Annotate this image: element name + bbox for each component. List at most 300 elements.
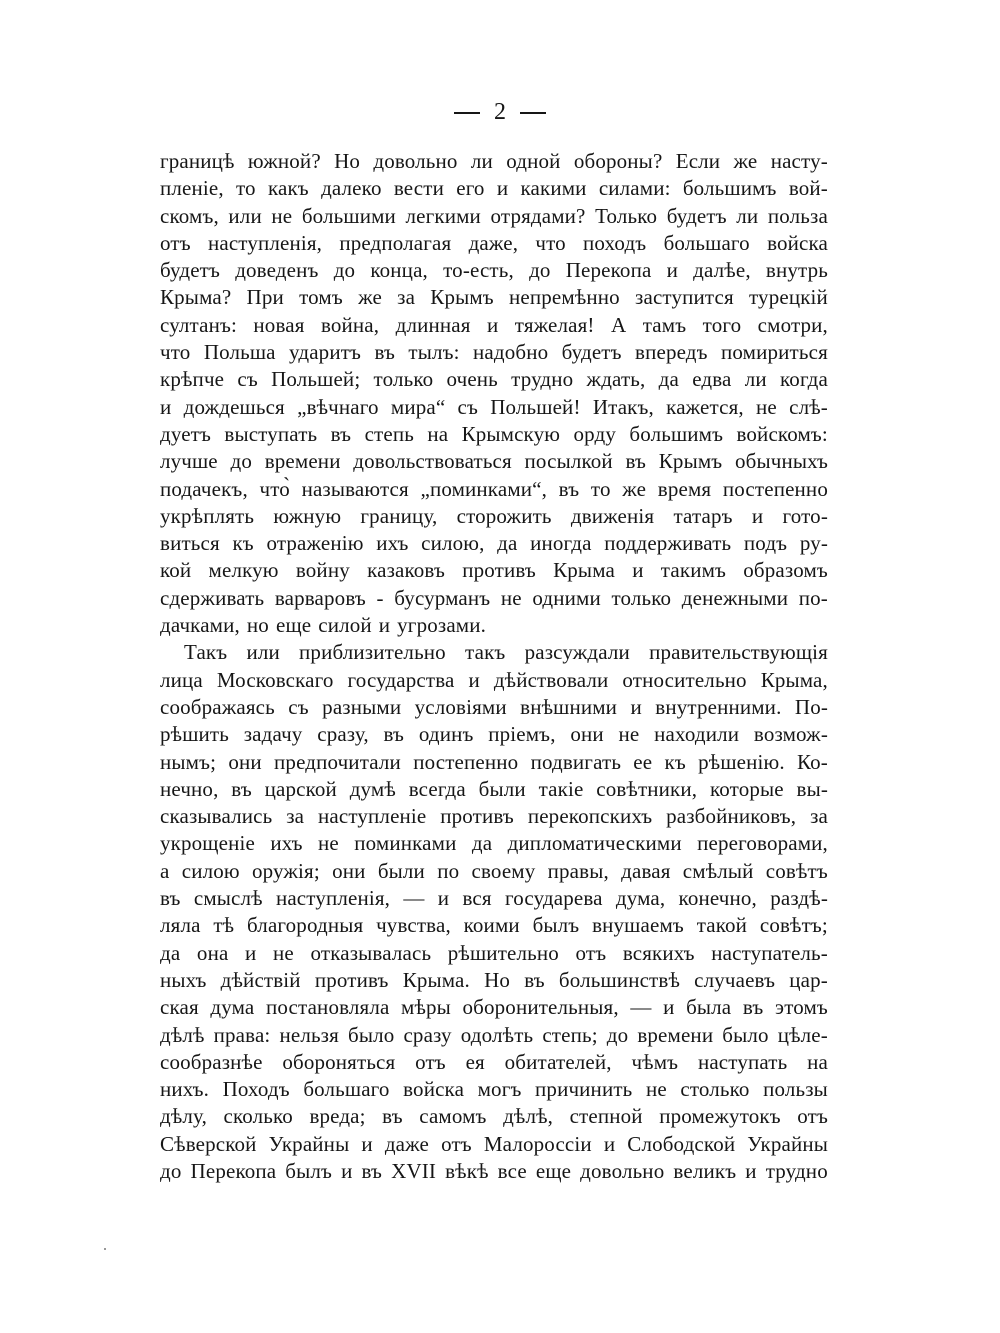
word: такъ [465, 640, 506, 665]
word: времени [264, 449, 341, 474]
word: въ [382, 1104, 403, 1129]
word: степь; [542, 1022, 598, 1047]
word: да [160, 940, 181, 965]
word: до [160, 1158, 182, 1183]
word: По- [794, 694, 828, 719]
word: сразу [403, 1022, 452, 1047]
word: совѣтъ; [759, 913, 828, 938]
word: предпочитали [274, 749, 401, 774]
word: Слободской [627, 1131, 736, 1156]
word: кой [160, 558, 192, 583]
word: нымъ; [160, 749, 217, 774]
word: еще [275, 613, 312, 638]
word: южную [273, 503, 342, 528]
word: и [361, 1131, 373, 1156]
word: наступать [697, 1049, 788, 1074]
word: государства [347, 667, 455, 692]
word: отъ [575, 940, 607, 965]
word: Крымъ [658, 449, 723, 474]
word: — [630, 995, 652, 1020]
word: и [486, 312, 499, 337]
word: непремѣнно [509, 285, 620, 310]
word: чувства, [376, 913, 451, 938]
word: постепенно [722, 476, 828, 501]
word: могъ [477, 1077, 522, 1102]
word: вести [393, 176, 444, 201]
text-line [160, 639, 828, 666]
word: совѣтники, [596, 776, 698, 801]
word: отъ [415, 1049, 446, 1074]
word: правы, [547, 858, 609, 883]
word: нечно, [160, 776, 219, 801]
word: дѣйствій [220, 967, 301, 992]
word: называются [301, 476, 409, 501]
word: отказывалась [310, 940, 432, 965]
word: и [160, 394, 172, 419]
word: то [235, 176, 256, 201]
word: конца, [370, 258, 428, 283]
word: сообразнѣе [160, 1049, 263, 1074]
word: были [377, 858, 425, 883]
word: отъ [160, 230, 191, 255]
word: въ [524, 967, 545, 992]
word: было [348, 1022, 395, 1047]
word: оружія; [252, 858, 320, 883]
word: и [751, 503, 764, 528]
word: въ [558, 476, 580, 501]
word: Малороссіи [483, 1131, 592, 1156]
page-number [0, 97, 1000, 127]
text-line [160, 203, 828, 230]
word: они [332, 858, 366, 883]
word: Перекопа [190, 1158, 277, 1183]
text-line [160, 312, 828, 339]
word: будетъ [561, 340, 622, 365]
text-line [160, 1103, 828, 1130]
word: на [427, 421, 449, 446]
word: польза [767, 203, 828, 228]
word: поминками [354, 831, 457, 856]
word: была [686, 995, 732, 1020]
word: противъ [314, 967, 389, 992]
word: въ [330, 421, 352, 446]
word: дѣлу, [160, 1104, 207, 1129]
word: цар- [789, 967, 828, 992]
word: и [632, 558, 644, 583]
word: того [702, 312, 742, 337]
word: очень [446, 367, 498, 392]
word: къ [664, 749, 686, 774]
word: какими [520, 176, 587, 201]
word: все [497, 1158, 527, 1183]
word: отъ [797, 1104, 828, 1129]
word: силою [181, 858, 240, 883]
word: соображаясь [160, 694, 275, 719]
word: еще [535, 1158, 572, 1183]
word: лучше [160, 449, 218, 474]
word: внутрь [765, 258, 828, 283]
word: не [273, 940, 294, 965]
word: ли [736, 203, 759, 228]
word: наступленія, [207, 230, 323, 255]
word: большаго [663, 230, 750, 255]
word: войну [295, 558, 350, 583]
word: поддерживать [604, 531, 732, 556]
word: время [657, 476, 712, 501]
text-line [160, 858, 828, 885]
text-line [160, 1158, 828, 1185]
word: всегда [408, 776, 466, 801]
word: варваровъ [274, 585, 366, 610]
word: въ [231, 776, 252, 801]
word: было [722, 1022, 769, 1047]
word: всякихъ [622, 940, 695, 965]
word: При [246, 285, 284, 310]
word: времени [637, 1022, 714, 1047]
word: укрощеніе [160, 831, 255, 856]
word: пленіе, [160, 176, 224, 201]
word: съ [237, 367, 258, 392]
word: довольствоваться [353, 449, 512, 474]
word: въ [383, 722, 405, 747]
word: дѣлѣ [160, 1022, 205, 1047]
text-line [160, 394, 828, 421]
word: Украйны [268, 1131, 350, 1156]
word: наступатель- [711, 940, 828, 965]
word: ее [633, 749, 653, 774]
word: такіе [538, 776, 584, 801]
word: — [403, 886, 425, 911]
word: мелкую [208, 558, 279, 583]
word: границу, [360, 503, 438, 528]
word: ру- [799, 531, 828, 556]
word: силами: [598, 176, 671, 201]
page-number-dash-right [520, 112, 546, 114]
word: и [630, 694, 642, 719]
text-line [160, 284, 828, 311]
word: войскомъ: [736, 421, 828, 446]
text-line [160, 448, 828, 475]
word: разными [322, 694, 402, 719]
word: ждать, [586, 367, 646, 392]
word: за [286, 804, 305, 829]
word: промежутокъ [659, 1104, 781, 1129]
word: Крымскую [461, 421, 561, 446]
word: то-есть, [443, 258, 514, 283]
word: виться [160, 531, 220, 556]
word: Крыма [553, 558, 615, 583]
word: нихъ. [160, 1077, 210, 1102]
word: нельзя [279, 1022, 339, 1047]
text-line [160, 503, 828, 530]
word: ударитъ [289, 340, 362, 365]
word: по- [798, 585, 828, 610]
word: выступать [224, 421, 318, 446]
word: далеко [321, 176, 382, 201]
word: совѣтъ [765, 858, 828, 883]
word: образомъ [743, 558, 828, 583]
word: мѣры [401, 995, 451, 1020]
word: до [606, 1022, 629, 1047]
word: сторожить [456, 503, 552, 528]
word: „вѣчнаго [297, 394, 379, 419]
word: переговорами, [697, 831, 828, 856]
word: съ [457, 394, 478, 419]
word: въ [742, 995, 764, 1020]
word: посылкой [524, 449, 613, 474]
word: раздѣ- [770, 886, 828, 911]
word: одними [532, 585, 601, 610]
word: и [468, 667, 480, 692]
word: походъ [583, 230, 647, 255]
word: же [358, 285, 382, 310]
word: она [196, 940, 229, 965]
word: былъ [285, 1158, 333, 1183]
text-line [160, 721, 828, 748]
word: разсуждали [524, 640, 630, 665]
word: рѣшительно [447, 940, 559, 965]
word: смотри, [757, 312, 828, 337]
word: же [622, 476, 647, 501]
word: такой [696, 913, 748, 938]
word: южной? [247, 149, 321, 173]
word: впередъ [635, 340, 708, 365]
word: дождешься [183, 394, 285, 419]
word: или [246, 640, 280, 665]
word: что [535, 230, 566, 255]
word: иногда [530, 531, 592, 556]
body-text [160, 148, 828, 1185]
word: не [645, 1077, 667, 1102]
word: дума, [615, 886, 666, 911]
text-line [160, 148, 828, 175]
word: даже [384, 1131, 430, 1156]
word: такимъ [660, 558, 727, 583]
word: перекопскихъ [527, 804, 653, 829]
text-line [160, 366, 828, 393]
word: цѣле- [777, 1022, 828, 1047]
word: ли [470, 149, 493, 173]
word: татаръ [673, 503, 733, 528]
text-line [160, 476, 828, 503]
word: трудно [511, 367, 574, 392]
word: да [658, 367, 679, 392]
word: большимъ [682, 176, 777, 201]
word: Если [675, 149, 721, 173]
word: вы- [796, 776, 828, 801]
word: сдерживать [160, 585, 265, 610]
word: довольно [580, 1158, 665, 1183]
word: Польша [203, 340, 276, 365]
word: орду [573, 421, 616, 446]
word: что [160, 340, 191, 365]
word: вся [462, 886, 492, 911]
word: да [471, 831, 493, 856]
word: по [437, 858, 460, 883]
text-line [160, 257, 828, 284]
word: возмож- [753, 722, 828, 747]
word: трудно [765, 1158, 828, 1183]
word: дѣлѣ, [503, 1104, 554, 1129]
word: Но [334, 149, 361, 173]
word: и [663, 995, 675, 1020]
word: Но [484, 967, 511, 992]
word: А [610, 312, 627, 337]
text-line [160, 803, 828, 830]
word: до [230, 449, 252, 474]
word: - [376, 585, 384, 610]
word: на [807, 1049, 828, 1074]
word: тамъ [642, 312, 687, 337]
word: отрядами? [490, 203, 586, 228]
text-line [160, 612, 828, 639]
word: вреда; [309, 1104, 366, 1129]
word: Крыма? [160, 285, 232, 310]
text-line [160, 994, 828, 1021]
word: войска [767, 230, 828, 255]
word: отраженію [266, 531, 364, 556]
word: великъ [673, 1158, 737, 1183]
word: большими [301, 203, 396, 228]
word: Ко- [796, 749, 828, 774]
text-line [160, 339, 828, 366]
word: пріемъ, [488, 722, 556, 747]
word: тяжелая! [514, 312, 595, 337]
word: противъ [462, 558, 536, 583]
word: внутренними. [655, 694, 782, 719]
word: они [570, 722, 604, 747]
word: доведенъ [235, 258, 319, 283]
text-line [160, 912, 828, 939]
word: XVII [391, 1158, 437, 1183]
word: легкими [405, 203, 481, 228]
word: какъ [267, 176, 309, 201]
word: государева [504, 886, 603, 911]
word: и [378, 613, 391, 638]
word: обороны? [573, 149, 663, 173]
word: постановляла [265, 995, 390, 1020]
word: угрозами. [397, 613, 487, 638]
word: въ [625, 449, 647, 474]
word: своему [471, 858, 536, 883]
word: и [437, 886, 450, 911]
word: ская [160, 995, 199, 1020]
word: подъ [743, 531, 788, 556]
text-line [160, 830, 828, 857]
word: давая [621, 858, 671, 883]
text-line [160, 694, 828, 721]
word: отъ [441, 1131, 472, 1156]
word: Крымъ [430, 285, 494, 310]
word: когда [780, 367, 828, 392]
word: довольно [373, 149, 458, 173]
word: новая [253, 312, 305, 337]
word: „поминками“, [420, 476, 548, 501]
word: самомъ [419, 1104, 487, 1129]
word: же [733, 149, 758, 173]
word: не [318, 831, 339, 856]
word: царской [264, 776, 337, 801]
word: крѣпче [160, 367, 225, 392]
word: этомъ [775, 995, 828, 1020]
word: вой- [788, 176, 828, 201]
word: дѣйствовали [493, 667, 609, 692]
word: въ [160, 886, 181, 911]
word: укрѣплять [160, 503, 255, 528]
word: обычныхъ [734, 449, 828, 474]
word: въ [361, 1158, 383, 1183]
text-line [160, 585, 828, 612]
word: внушаемъ [592, 913, 684, 938]
word: и [666, 258, 678, 283]
text-line [160, 230, 828, 257]
word: движенія [570, 503, 655, 528]
word: не [500, 585, 522, 610]
word: Московскаго [216, 667, 334, 692]
word: предполагая [339, 230, 452, 255]
word: подвигать [530, 749, 622, 774]
word: оборонительныя, [462, 995, 619, 1020]
word: скомъ, [160, 203, 219, 228]
word: ныхъ [160, 967, 207, 992]
word: дума [210, 995, 255, 1020]
word: Украйны [747, 1131, 828, 1156]
word: тѣ [213, 913, 235, 938]
text-line [160, 967, 828, 994]
word: границѣ [160, 149, 235, 173]
word: наступленія, [275, 886, 391, 911]
word: заступится [635, 285, 734, 310]
text-line [160, 530, 828, 557]
word: Крыма. [402, 967, 470, 992]
word: относительно [622, 667, 747, 692]
word: смыслѣ [193, 886, 263, 911]
word: сказывались [160, 804, 273, 829]
word: силою, [421, 531, 485, 556]
word: будетъ [666, 203, 727, 228]
word: обороняться [282, 1049, 396, 1074]
word: ея [465, 1049, 485, 1074]
text-line [160, 175, 828, 202]
word: гото- [782, 503, 828, 528]
word: большимъ [629, 421, 724, 446]
word: права: [213, 1022, 271, 1047]
text-line [160, 1022, 828, 1049]
word: длинная [395, 312, 471, 337]
word: сразу, [317, 722, 369, 747]
word: силой [318, 613, 372, 638]
page-number-dash-left [454, 112, 480, 114]
text-line [160, 776, 828, 803]
word: въ [374, 340, 396, 365]
word: и [245, 940, 257, 965]
word: приблизительно [299, 640, 446, 665]
word: насту- [770, 149, 828, 173]
word: правительствующія [649, 640, 828, 665]
word: ли [744, 367, 767, 392]
word: обитателей, [504, 1049, 612, 1074]
word: турецкій [749, 285, 828, 310]
word: благородныя [247, 913, 364, 938]
word: до [529, 258, 551, 283]
word: къ [232, 531, 254, 556]
word: за [810, 804, 828, 829]
word: томъ [299, 285, 343, 310]
word: Сѣверской [160, 1131, 257, 1156]
word: Крыма, [760, 667, 828, 692]
word: Итакъ, [592, 394, 654, 419]
word: коими [463, 913, 520, 938]
